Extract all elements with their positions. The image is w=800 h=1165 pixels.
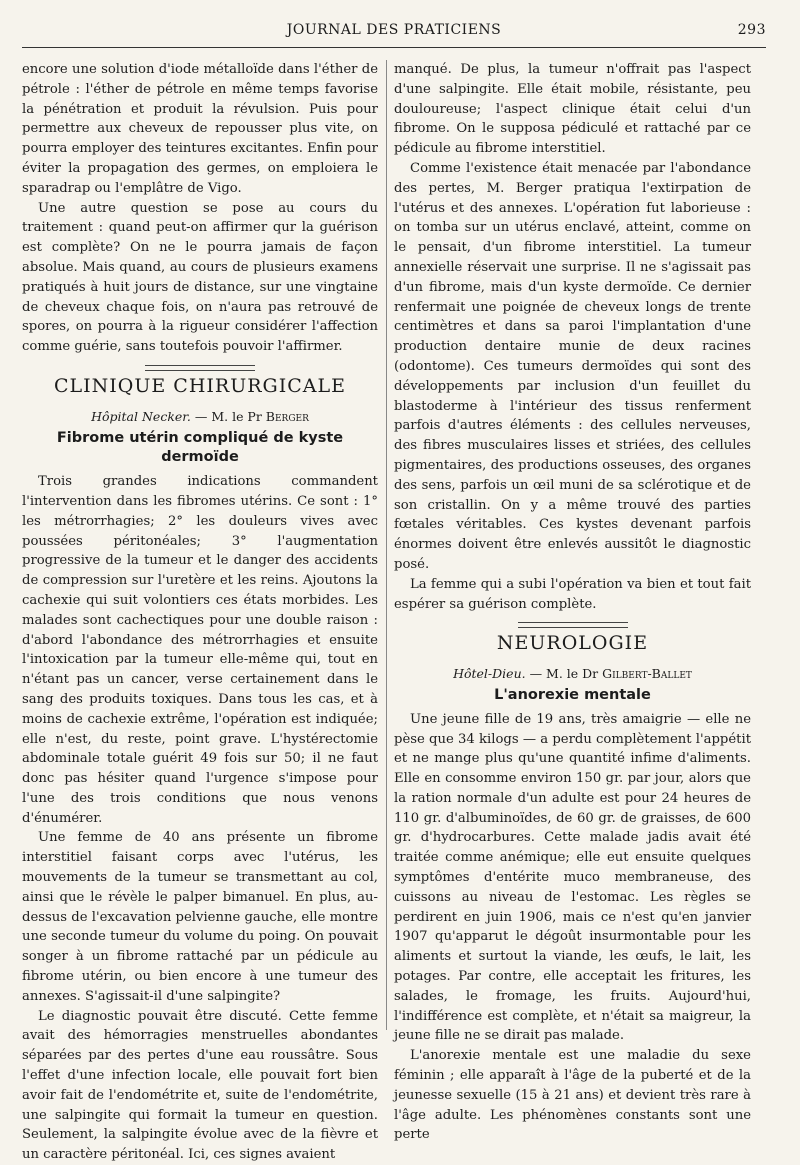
location-dash: — M. le Dr [525, 666, 603, 682]
right-column [394, 60, 751, 1143]
paragraph: Une jeune fille de 19 ans, très amaigrie — elle ne pèse que 34 kilogs — a perdu complètement l'appétit et ne mange plus qu'une quantité infime d'aliments. Elle en consomme environ 150 gr. par jour, alors que la ration normale d'un adulte est pour 24 heures de 110 gr. d'albuminoïdes, de 60 gr. de graisses, de 600 gr. d'hydrocarbures. Cette malade jadis avait été traitée comme anémique; elle eut ensuite quelques symptômes d'entérite muco membraneuse, des cuissons au niveau de l'estomac. Les règles se perdirent en juin 1906, mais ce n'est qu'en janvier 1907 qu'apparut le dégoût insurmontable pour les aliments et surtout la viande, les œufs, le lait, les potages. Par contre, elle acceptait les fritures, les salades, le fromage, les fruits. Aujourd'hui, l'indifférence est complète, et n'était sa maigreur, la jeune fille ne se dirait pas malade. [394, 711, 751, 1044]
header-rule [22, 47, 766, 48]
paragraph: Une femme de 40 ans présente un fibrome interstitiel faisant corps avec l'utérus, les mouvements de la tumeur se transmettant au col, ainsi que le révèle le palper bimanuel. En plus, au-dessus de l'excavation pelvienne gauche, elle montre une seconde tumeur du volume du poing. On pouvait songer à un fibrome rattaché par un pédicule au fibrome utérin, ou bien encore à une tumeur des annexes. S'agissait-il d'une salpingite? [22, 830, 378, 1004]
left-column [22, 60, 378, 1163]
paragraph: Comme l'existence était menacée par l'abondance des pertes, M. Berger pratiqua l'extirpation de l'utérus et des annexes. L'opération fut laborieuse : on tomba sur un utérus enclavé, atteint, comme on le pensait, d'un fibrome interstitiel. La tumeur annexielle réservait une surprise. Il ne s'agissait pas d'un fibrome, mais d'un kyste dermoïde. Ce dernier renfermait une poignée de cheveux longs de trente centimètres et dans sa paroi l'implantation d'une production dentaire munie de deux racines (odontome). Ces tumeurs dermoïdes qui sont des développements par inclusion d'un feuillet du blastoderme à l'intérieur des tissus renferment parfois d'autres éléments : des cellules nerveuses, des fibres musculaires lisses et striées, des cellules pigmentaires, des productions osseuses, des organes des sens, parfois un œil muni de sa sclérotique et de son cristallin. On y a même trouvé des parties fœtales véritables. Ces kystes devenant parfois énormes doivent être enlevés aussitôt le diagnostic posé. [394, 160, 751, 572]
location-person: Gilbert-Ballet [602, 666, 692, 682]
column-separator [386, 60, 387, 1030]
paragraph: Une autre question se pose au cours du traitement : quand peut-on affirmer qur la guérison est complète? On ne le pourra jamais de façon absolue. Mais quand, au cours de plusieurs examens pratiqués à huit jours de distance, sur une vingtaine de cheveux chaque fois, on n'aura pas retrouvé de spores, on pourra à la rigueur considérer l'affection comme guérie, sans toutefois pouvoir l'affirmer. [22, 200, 378, 355]
location-person: Berger [265, 408, 309, 424]
running-header [22, 22, 766, 44]
location-place: Hôpital Necker. [91, 408, 191, 424]
journal-title: JOURNAL DES PRATICIENS [286, 22, 502, 38]
page-number: 293 [737, 22, 766, 38]
article-location [394, 664, 751, 684]
section-title-clinique: CLINIQUE CHIRURGICALE [54, 374, 346, 397]
location-dash: — M. le Pr [190, 408, 266, 424]
paragraph: manqué. De plus, la tumeur n'offrait pas l'aspect d'une salpingite. Elle était mobile, résistante, peu douloureuse; l'aspect clinique était celui d'un fibrome. On le supposa pédiculé et rattaché par ce pédicule au fibrome interstitiel. [394, 62, 751, 157]
article-location [22, 407, 378, 427]
paragraph: Le diagnostic pouvait être discuté. Cette femme avait des hémorragies menstruelles abondantes séparées par des pertes d'une eau roussâtre. Sous l'effet d'une infection locale, elle pouvait fort bien avoir fait de l'endométrite et, suite de l'endométrite, une salpingite qui formait la tumeur en question. Seulement, la salpingite évolue avec de la fièvre et un caractère péritonéal. Ici, ces signes avaient [22, 1008, 378, 1163]
section-title-neurologie: NEUROLOGIE [496, 632, 649, 655]
article-title: Fibrome utérin compliqué de kyste dermoïde [56, 429, 344, 466]
paragraph: La femme qui a subi l'opération va bien et tout fait espérer sa guérison complète. [394, 576, 751, 612]
location-place: Hôtel-Dieu. [453, 666, 526, 682]
section-rule [145, 365, 255, 371]
article-title: L'anorexie mentale [494, 686, 651, 703]
paragraph: encore une solution d'iode métalloïde dans l'éther de pétrole : l'éther de pétrole en même temps favorise la pénétration et produit la révulsion. Puis pour permettre aux cheveux de repousser plus vite, on pourra employer des teintures excitantes. Enfin pour éviter la propagation des germes, on emploiera le sparadrap ou l'emplâtre de Vigo. [22, 62, 378, 196]
paragraph: L'anorexie mentale est une maladie du sexe féminin ; elle apparaît à l'âge de la puberté et de la jeunesse sexuelle (15 à 21 ans) et devient très rare à l'âge adulte. Les phénomènes constants sont une perte [394, 1048, 751, 1143]
paragraph: Trois grandes indications commandent l'intervention dans les fibromes utérins. Ce sont : 1° les métrorrhagies; 2° les douleurs vives avec poussées péritonéales; 3° l'augmentation progressive de la tumeur et le danger des accidents de compression sur l'uretère et les reins. Ajoutons la cachexie qui suit volontiers ces états morbides. Les malades sont cachectiques pour une double raison : d'abord l'abondance des métrorrhagies et ensuite l'intoxication par la tumeur elle-même qui, tout en n'étant pas un cancer, verse certainement dans le sang des produits toxiques. Dans tous les cas, et à moins de cachexie extrême, l'opération est indiquée; elle n'est, du reste, point grave. L'hystérectomie abdominale totale guérit 49 fois sur 50; il ne faut donc pas hésiter quand l'urgence s'impose pour l'une des trois conditions que nous venons d'énumérer. [22, 474, 378, 826]
section-rule [518, 622, 628, 628]
